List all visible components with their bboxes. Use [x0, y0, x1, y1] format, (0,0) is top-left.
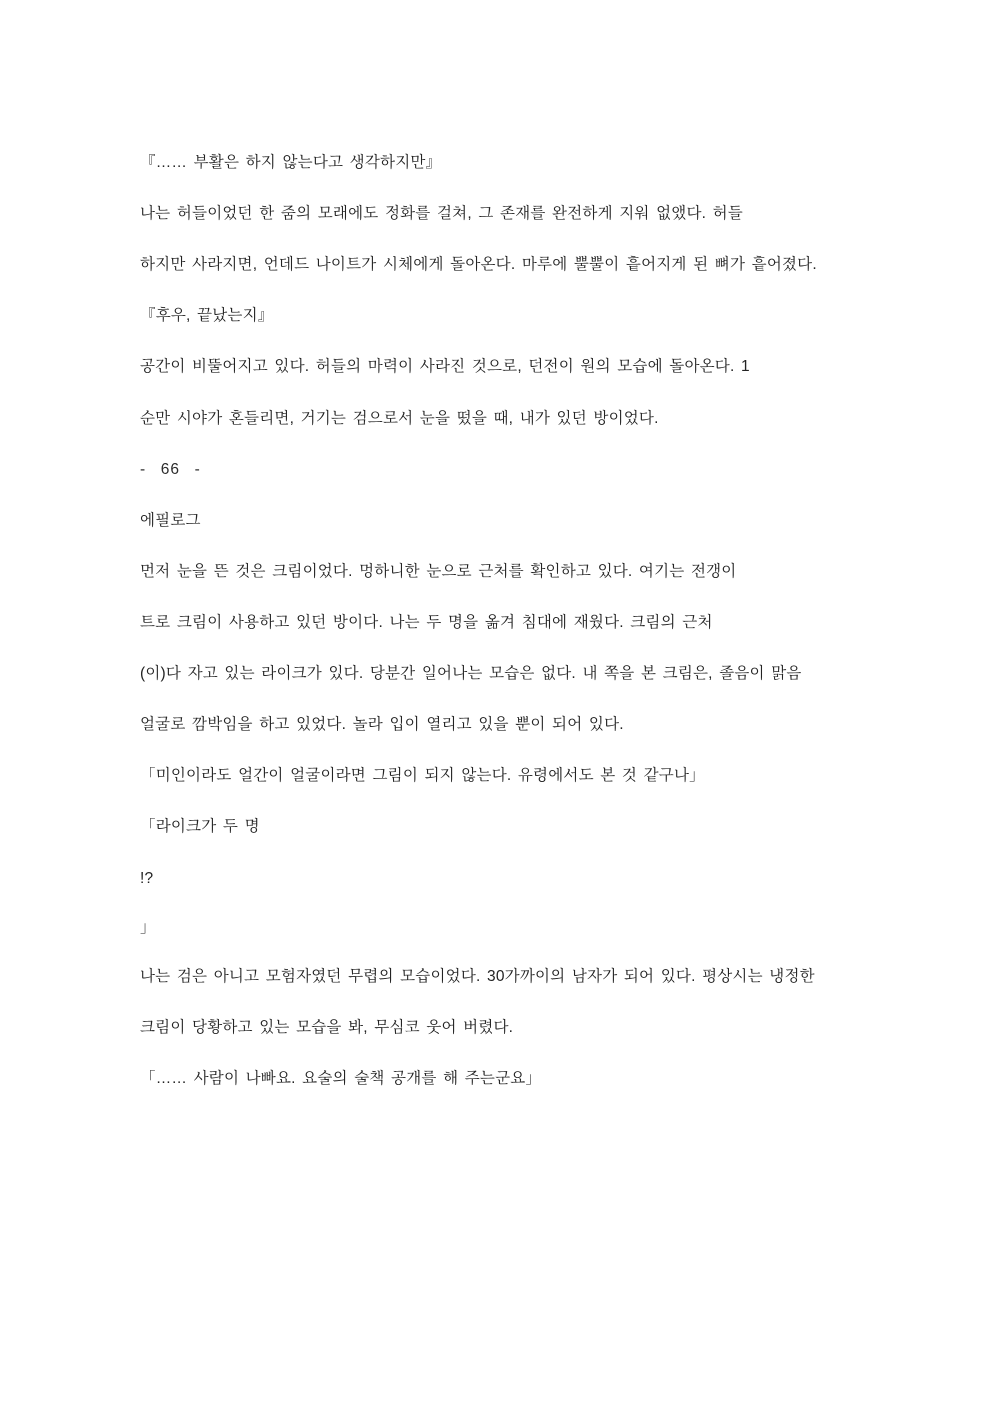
dialogue-1: 「미인이라도 얼간이 얼굴이라면 그림이 되지 않는다. 유령에서도 본 것 같구나」: [140, 767, 705, 785]
paragraph-2: 나는 허들이었던 한 줌의 모래에도 정화를 걸쳐, 그 존재를 완전하게 지워 없앴다. 허들: [140, 205, 743, 223]
page-number: - 66 -: [140, 460, 201, 478]
paragraph-12: 크림이 당황하고 있는 모습을 봐, 무심코 웃어 버렸다.: [140, 1018, 514, 1036]
dialogue-2-continued: !?: [140, 869, 154, 887]
paragraph-9: (이)다 자고 있는 라이크가 있다. 당분간 일어나는 모습은 없다. 내 쪽을 본 크림은, 졸음이 맑음: [140, 665, 802, 683]
paragraph-1: 『…… 부활은 하지 않는다고 생각하지만』: [140, 154, 442, 171]
dialogue-2: 「라이크가 두 명: [140, 818, 260, 836]
paragraph-8: 트로 크림이 사용하고 있던 방이다. 나는 두 명을 옮겨 침대에 재웠다. 크림의 근처: [140, 613, 713, 631]
paragraph-6: 순만 시야가 혼들리면, 거기는 검으로서 눈을 떴을 때, 내가 있던 방이었다.: [140, 409, 659, 427]
paragraph-3: 하지만 사라지면, 언데드 나이트가 시체에게 돌아온다. 마루에 뿔뿔이 흩어지게 된 뼈가 흩어졌다.: [140, 256, 817, 274]
section-heading: 에필로그: [140, 511, 201, 529]
document-body: [140, 150, 860, 1091]
dialogue-2-close: 」: [140, 918, 156, 936]
paragraph-10: 얼굴로 깜박임을 하고 있었다. 놀라 입이 열리고 있을 뿐이 되어 있다.: [140, 716, 624, 734]
paragraph-7: 먼저 눈을 뜬 것은 크림이었다. 멍하니한 눈으로 근처를 확인하고 있다. 여기는 전갱이: [140, 562, 737, 580]
dialogue-3: 「…… 사람이 나빠요. 요술의 술책 공개를 해 주는군요」: [140, 1069, 542, 1087]
paragraph-11: 나는 검은 아니고 모험자였던 무렵의 모습이었다. 30가까이의 남자가 되어 있다. 평상시는 냉정한: [140, 967, 815, 985]
paragraph-5: 공간이 비뚤어지고 있다. 허들의 마력이 사라진 것으로, 던전이 원의 모습에 돌아온다. 1: [140, 358, 750, 376]
paragraph-4: 『후우, 끝났는지』: [140, 307, 274, 325]
